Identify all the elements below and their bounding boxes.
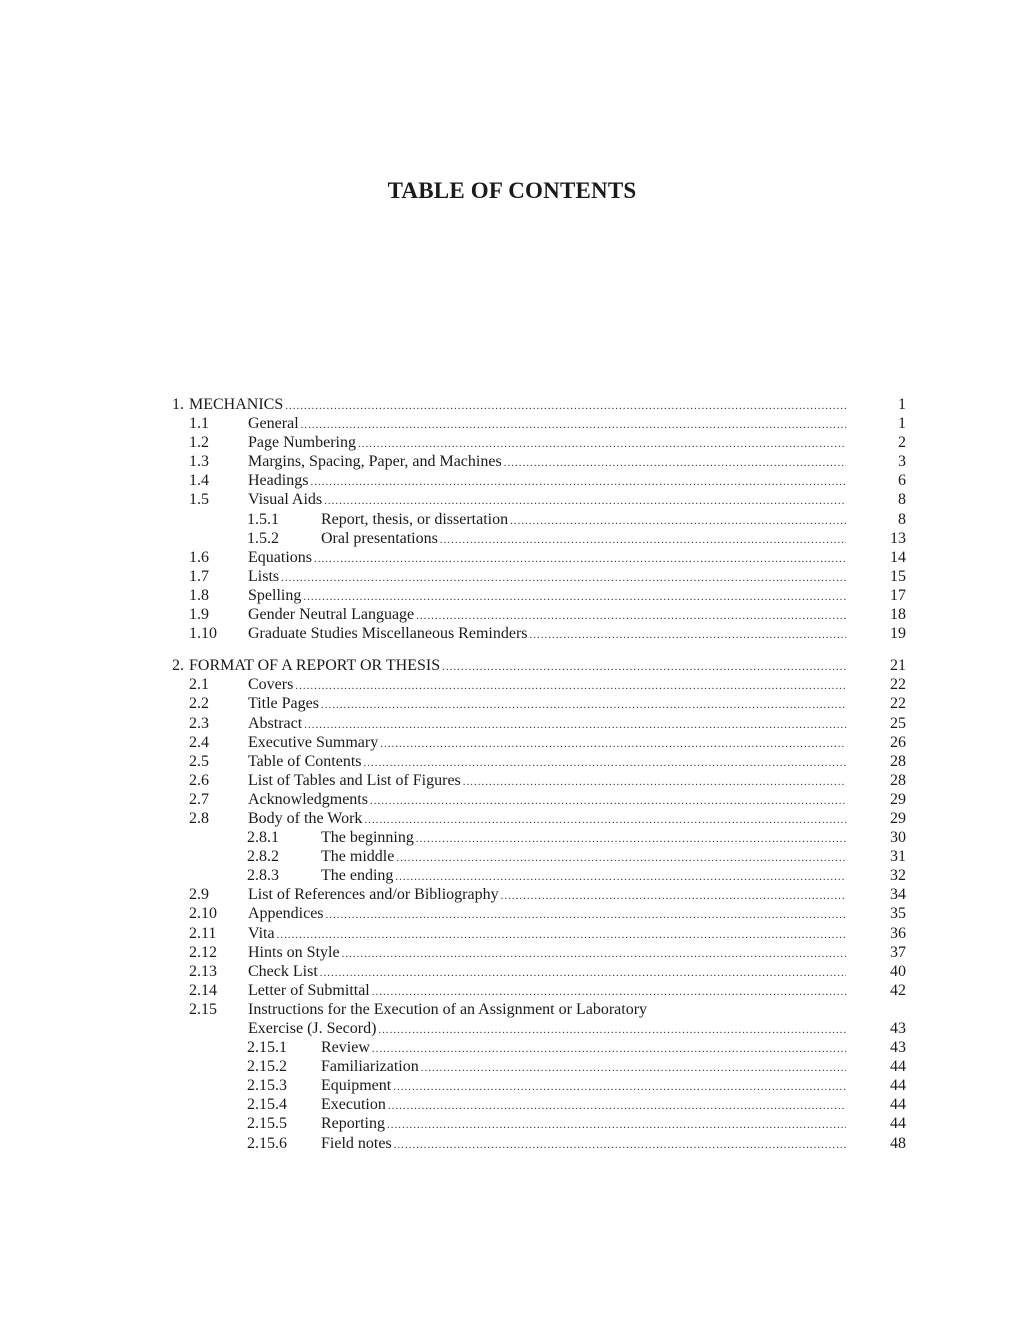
toc-entry-title: Familiarization [321, 1058, 419, 1076]
toc-entry-page: 30 [890, 829, 906, 847]
toc-entry-title: Execution [321, 1096, 386, 1114]
toc-entry-number: 2.15.2 [247, 1058, 287, 1076]
toc-entry [0, 1057, 1024, 1076]
toc-entry-number: 2.8.2 [247, 848, 279, 866]
toc-entry-title-line [248, 452, 846, 473]
toc-entry-title: Oral presentations [321, 529, 438, 547]
toc-entry-title-line [321, 847, 846, 868]
toc-entry-title-line [321, 1134, 846, 1155]
toc-entry-number: 2.13 [189, 962, 217, 980]
toc-entry-number: 2.7 [189, 790, 209, 808]
toc-entry-title-line [248, 490, 846, 511]
toc-entry-title-line [248, 904, 846, 925]
toc-entry-title-line [248, 694, 846, 715]
toc-entry-title-line [248, 790, 846, 811]
toc-entry [0, 809, 1024, 828]
toc-entry-title-line [321, 529, 846, 550]
toc-entry [0, 567, 1024, 586]
toc-entry-number: 1.2 [189, 434, 209, 452]
toc-entry-page: 21 [890, 657, 906, 675]
toc-entry-number: 2.15.1 [247, 1039, 287, 1057]
toc-entry-title: Acknowledgments [248, 790, 368, 808]
toc-entry-title-line [248, 771, 846, 792]
toc-entry-page: 28 [890, 752, 906, 770]
toc-entry-title-line [248, 1019, 846, 1040]
toc-entry-title-line [248, 924, 846, 945]
toc-entry-title-line [321, 1114, 846, 1135]
toc-entry-title: Appendices [248, 905, 324, 923]
toc-entry-page: 8 [898, 510, 906, 528]
toc-entry [0, 1076, 1024, 1095]
toc-entry-title: Body of the Work [248, 809, 363, 827]
toc-entry-title-line [321, 828, 846, 849]
toc-entry-title-line [248, 1000, 649, 1019]
toc-entry-number: 2.2 [189, 695, 209, 713]
toc-entry-page: 3 [898, 453, 906, 471]
toc-entry-page: 17 [890, 586, 906, 604]
toc-entry-page: 36 [890, 924, 906, 942]
toc-entry-page: 44 [890, 1115, 906, 1133]
toc-entry [0, 885, 1024, 904]
toc-entry-number: 1.10 [189, 625, 217, 643]
toc-entry-page: 14 [890, 548, 906, 566]
toc-entry-title-line [248, 567, 846, 588]
toc-entry-page: 22 [890, 695, 906, 713]
toc-entry-number: 2.15.6 [247, 1134, 287, 1152]
table-of-contents [0, 395, 1024, 1153]
toc-entry-page: 19 [890, 625, 906, 643]
toc-entry [0, 714, 1024, 733]
toc-entry-title-line [248, 752, 846, 773]
toc-entry-number: 1.5.1 [247, 510, 279, 528]
toc-entry [0, 924, 1024, 943]
toc-entry-title: Graduate Studies Miscellaneous Reminders [248, 625, 528, 643]
toc-entry-title-line [248, 605, 846, 626]
toc-entry-title: Table of Contents [248, 752, 362, 770]
toc-entry-page: 13 [890, 529, 906, 547]
toc-entry-page: 25 [890, 714, 906, 732]
toc-entry-title: FORMAT OF A REPORT OR THESIS [189, 657, 441, 675]
toc-entry [0, 962, 1024, 981]
toc-entry [0, 694, 1024, 713]
toc-entry [0, 605, 1024, 624]
toc-entry-title: Gender Neutral Language [248, 606, 415, 624]
toc-entry-number: 2.4 [189, 733, 209, 751]
toc-entry [0, 752, 1024, 771]
toc-entry-title-line [321, 1095, 846, 1116]
toc-entry-title: Equipment [321, 1077, 392, 1095]
toc-entry-number: 1.6 [189, 548, 209, 566]
toc-entry-title-line [321, 866, 846, 887]
toc-entry-page: 37 [890, 943, 906, 961]
toc-entry-number: 1.1 [189, 415, 209, 433]
toc-entry-number: 1.8 [189, 586, 209, 604]
toc-entry-page: 44 [890, 1077, 906, 1095]
toc-entry [0, 866, 1024, 885]
toc-entry-title-line [248, 885, 846, 906]
toc-entry-number: 2.15 [189, 1000, 217, 1018]
toc-entry [0, 586, 1024, 605]
toc-entry-title-line [248, 624, 846, 645]
toc-entry-page: 48 [890, 1134, 906, 1152]
toc-entry [0, 847, 1024, 866]
toc-entry-number: 1. [172, 396, 184, 413]
toc-entry-number: 2.3 [189, 714, 209, 732]
toc-entry-page: 1 [898, 396, 906, 413]
toc-entry-page: 26 [890, 733, 906, 751]
toc-entry-title: Letter of Submittal [248, 981, 370, 999]
toc-entry-page: 22 [890, 676, 906, 694]
toc-entry-title: Headings [248, 472, 309, 490]
toc-entry-number: 2.11 [189, 924, 217, 942]
toc-entry [0, 828, 1024, 847]
toc-entry [0, 510, 1024, 529]
toc-entry-number: 2.8.3 [247, 867, 279, 885]
toc-entry [0, 1134, 1024, 1153]
toc-entry-title: Instructions for the Execution of an Assignment or Laboratory [248, 1000, 648, 1018]
toc-entry [0, 943, 1024, 962]
toc-entry-page: 35 [890, 905, 906, 923]
toc-entry-title: List of Tables and List of Figures [248, 771, 461, 789]
toc-entry-number: 2.8.1 [247, 829, 279, 847]
toc-entry-number: 1.7 [189, 567, 209, 585]
toc-entry [0, 1114, 1024, 1133]
toc-entry-title: Lists [248, 567, 280, 585]
toc-entry-title-line [248, 962, 846, 983]
toc-entry-title-line [321, 1057, 846, 1078]
toc-entry [0, 1095, 1024, 1114]
toc-entry-title-line [248, 471, 846, 492]
toc-entry-number: 1.9 [189, 606, 209, 624]
toc-entry-title-line [248, 548, 846, 569]
toc-entry-page: 42 [890, 981, 906, 999]
toc-entry-page: 43 [890, 1020, 906, 1037]
toc-entry-page: 15 [890, 567, 906, 585]
toc-entry-title: Executive Summary [248, 733, 379, 751]
toc-entry-number: 1.4 [189, 472, 209, 490]
toc-entry-title-line [189, 395, 846, 416]
toc-entry [0, 1038, 1024, 1057]
toc-entry-title: Vita [248, 924, 275, 942]
toc-entry-title: Visual Aids [248, 491, 323, 509]
toc-entry-number: 2.8 [189, 809, 209, 827]
toc-entry-title: General [248, 415, 299, 433]
toc-entry-title: Report, thesis, or dissertation [321, 510, 509, 528]
toc-entry-title: The middle [321, 848, 395, 866]
toc-entry-title-line [248, 809, 846, 830]
toc-entry-page: 8 [898, 491, 906, 509]
toc-entry-number: 2.1 [189, 676, 209, 694]
toc-entry-number: 2.9 [189, 886, 209, 904]
toc-entry-number: 2.5 [189, 752, 209, 770]
toc-entry-title: Review [321, 1039, 370, 1057]
toc-entry [0, 981, 1024, 1000]
toc-entry-number: 2.12 [189, 943, 217, 961]
toc-entry-page: 29 [890, 809, 906, 827]
toc-entry [0, 733, 1024, 752]
toc-entry-number: 2.15.5 [247, 1115, 287, 1133]
toc-entry-title-line [248, 586, 846, 607]
toc-entry-title-line [248, 943, 846, 964]
toc-entry-title-line [248, 714, 846, 735]
dot-leader [394, 1136, 846, 1155]
toc-entry [0, 452, 1024, 471]
toc-entry-page: 6 [898, 472, 906, 490]
toc-entry-number: 1.5.2 [247, 529, 279, 547]
toc-entry [0, 433, 1024, 452]
toc-entry-title-line [321, 510, 846, 531]
toc-entry-title-line [321, 1038, 846, 1059]
page-title: TABLE OF CONTENTS [387, 178, 637, 203]
toc-entry-title-line [321, 1076, 846, 1097]
toc-entry [0, 1019, 1024, 1038]
toc-entry [0, 490, 1024, 509]
toc-entry-number: 2.10 [189, 905, 217, 923]
toc-entry-title-line [248, 675, 846, 696]
toc-entry-page: 40 [890, 962, 906, 980]
toc-entry [0, 548, 1024, 567]
toc-entry [0, 624, 1024, 643]
toc-entry-page: 2 [898, 434, 906, 452]
toc-entry-page: 1 [898, 415, 906, 433]
toc-entry-page: 43 [890, 1039, 906, 1057]
toc-entry-page: 18 [890, 606, 906, 624]
toc-entry-page: 44 [890, 1096, 906, 1114]
toc-entry [0, 1000, 1024, 1019]
toc-entry-page: 31 [890, 848, 906, 866]
toc-entry-number: 1.5 [189, 491, 209, 509]
toc-entry [0, 529, 1024, 548]
toc-entry-title-line [248, 414, 846, 435]
toc-entry-title-line [189, 656, 846, 677]
toc-entry-title: Margins, Spacing, Paper, and Machines [248, 453, 502, 471]
toc-entry-title: Title Pages [248, 695, 319, 713]
toc-entry-page: 44 [890, 1058, 906, 1076]
toc-entry-title: Page Numbering [248, 434, 356, 452]
toc-entry-page: 28 [890, 771, 906, 789]
toc-entry-title: Spelling [248, 586, 302, 604]
toc-entry-number: 2.14 [189, 981, 217, 999]
toc-entry-number: 2.6 [189, 771, 209, 789]
toc-entry [0, 395, 1024, 414]
toc-entry-title: Hints on Style [248, 943, 340, 961]
toc-entry-title: Check List [248, 962, 318, 980]
toc-entry [0, 790, 1024, 809]
toc-entry-title-line [248, 433, 846, 454]
toc-entry-number: 2.15.4 [247, 1096, 287, 1114]
toc-entry-page: 29 [890, 790, 906, 808]
toc-entry [0, 656, 1024, 675]
toc-entry-title: MECHANICS [189, 396, 284, 413]
toc-entry [0, 771, 1024, 790]
toc-entry-title: Reporting [321, 1115, 385, 1133]
toc-entry [0, 414, 1024, 433]
dot-leader [530, 626, 847, 645]
toc-entry-number: 2.15.3 [247, 1077, 287, 1095]
toc-entry [0, 904, 1024, 923]
toc-entry-title: Covers [248, 676, 294, 694]
toc-entry-title: The beginning [321, 829, 414, 847]
toc-entry-title: Abstract [248, 714, 303, 732]
toc-entry-title: Field notes [321, 1134, 392, 1152]
toc-entry-title-line [248, 733, 846, 754]
toc-entry-title: Equations [248, 548, 312, 566]
toc-entry-title-line [248, 981, 846, 1002]
toc-entry [0, 471, 1024, 490]
toc-entry-number: 2. [172, 657, 184, 675]
toc-entry-title: The ending [321, 867, 394, 885]
toc-entry-page: 32 [890, 867, 906, 885]
toc-entry-title: Exercise (J. Secord) [248, 1020, 377, 1037]
toc-entry-number: 1.3 [189, 453, 209, 471]
toc-entry [0, 675, 1024, 694]
toc-entry-title: List of References and/or Bibliography [248, 886, 499, 904]
toc-entry-page: 34 [890, 886, 906, 904]
